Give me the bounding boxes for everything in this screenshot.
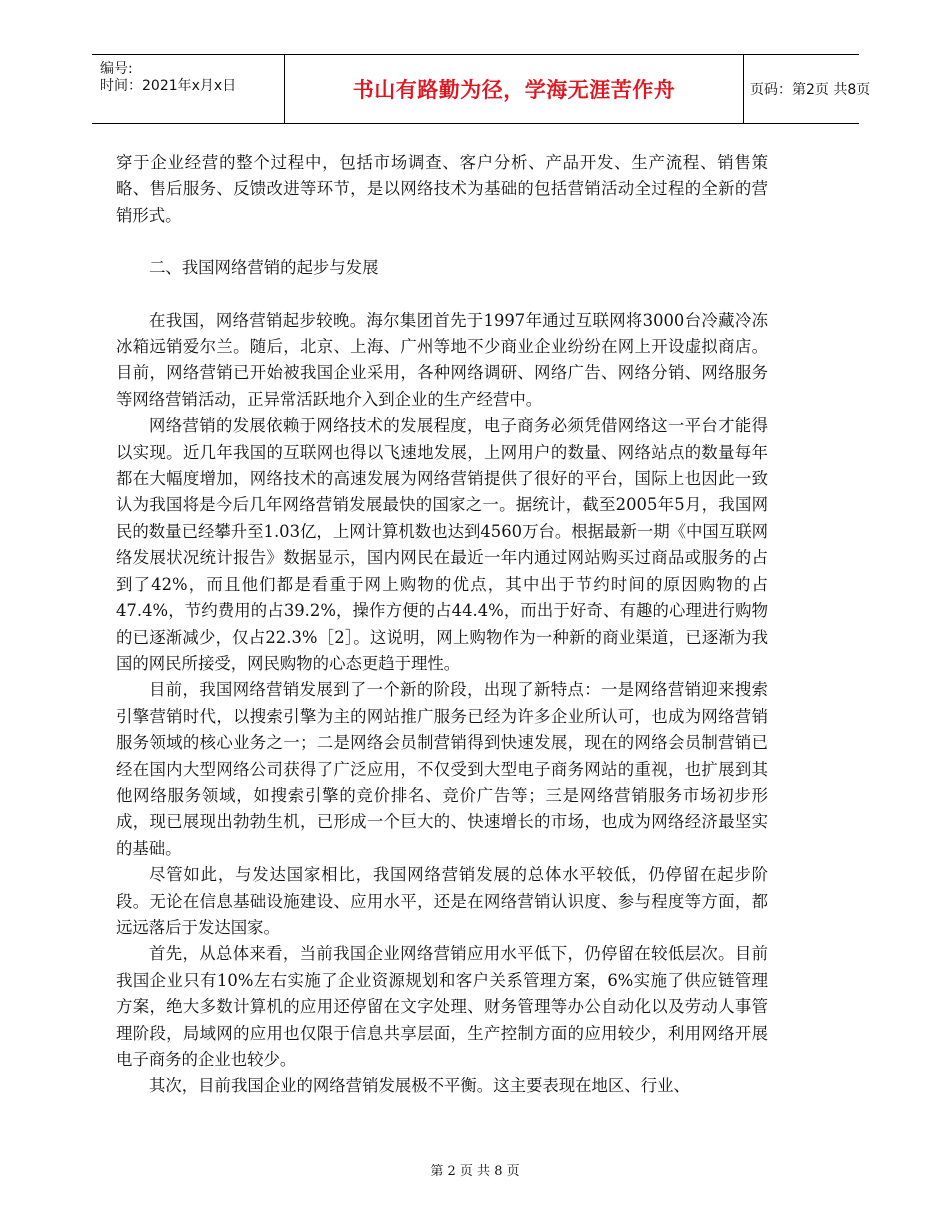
section-heading: 二、我国网络营销的起步与发展: [149, 258, 379, 278]
header-page-info: 页码：第2页 共8页: [750, 82, 871, 98]
header-motto: 书山有路勤为径，学海无涯苦作舟: [284, 55, 744, 123]
document-body: [116, 150, 768, 1100]
paragraph-4: 目前，我国网络营销发展到了一个新的阶段，出现了新特点：一是网络营销迎来搜索引擎营销时代，以搜索引擎为主的网站推广服务已经为许多企业所认可，也成为网络营销服务领域的核心业务之一；二是网络会员制营销得到快速发展，现在的网络会员制营销已经在国内大型网络公司获得了广泛应用，不仅受到大型电子商务网站的重视，也扩展到其他网络服务领域，如搜索引擎的竞价排名、竞价广告等；三是网络营销服务市场初步形成，现已展现出勃勃生机，已形成一个巨大的、快速增长的市场，也成为网络经济最坚实的基础。: [116, 680, 768, 858]
paragraph-5: 尽管如此，与发达国家相比，我国网络营销发展的总体水平较低，仍停留在起步阶段。无论在信息基础设施建设、应用水平，还是在网络营销认识度、参与程度等方面，都远远落后于发达国家。: [116, 865, 768, 937]
document-number-label: 编号:: [100, 61, 133, 77]
header-meta: [92, 55, 284, 123]
page-header: [92, 54, 871, 124]
page-footer: 第 2 页 共 8 页: [430, 1164, 520, 1179]
paragraph-7: 其次，目前我国企业的网络营销发展极不平衡。这主要表现在地区、行业、: [149, 1076, 690, 1096]
paragraph-1: 穿于企业经营的整个过程中，包括市场调查、客户分析、产品开发、生产流程、销售策略、售后服务、反馈改进等环节，是以网络技术为基础的包括营销活动全过程的全新的营销形式。: [116, 153, 768, 225]
paragraph-6: 首先，从总体来看，当前我国企业网络营销应用水平低下，仍停留在较低层次。目前我国企业只有10%左右实施了企业资源规划和客户关系管理方案，6%实施了供应链管理方案，绝大多数计算机的应用还停留在文字处理、财务管理等办公自动化以及劳动人事管理阶段，局域网的应用也仅限于信息共享层面，生产控制方面的应用较少，利用网络开展电子商务的企业也较少。: [116, 944, 768, 1069]
paragraph-2: 在我国，网络营销起步较晚。海尔集团首先于1997年通过互联网将3000台冷藏冷冻冰箱远销爱尔兰。随后，北京、上海、广州等地不少商业企业纷纷在网上开设虚拟商店。目前，网络营销已开始被我国企业采用，各种网络调研、网络广告、网络分销、网络服务等网络营销活动，正异常活跃地介入到企业的生产经营中。: [116, 310, 768, 409]
paragraph-3: 网络营销的发展依赖于网络技术的发展程度，电子商务必须凭借网络这一平台才能得以实现。近几年我国的互联网也得以飞速地发展，上网用户的数量、网络站点的数量每年都在大幅度增加，网络技术的高速发展为网络营销提供了很好的平台，国际上也因此一致认为我国将是今后几年网络营销发展最快的国家之一。据统计，截至2005年5月，我国网民的数量已经攀升至1.03亿，上网计算机数也达到4560万台。根据最新一期《中国互联网络发展状况统计报告》数据显示，国内网民在最近一年内通过网站购买过商品或服务的占到了42%，而且他们都是看重于网上购物的优点，其中出于节约时间的原因购物的占 47.4%，节约费用的占39.2%，操作方便的占44.4%，而出于好奇、有趣的心理进行购物的已逐渐减少，仅占22.3%［2］。这说明，网上购物作为一种新的商业渠道，已逐渐为我国的网民所接受，网民购物的心态更趋于理性。: [116, 416, 768, 673]
document-time-label: 时间：2021年x月x日: [100, 78, 237, 94]
